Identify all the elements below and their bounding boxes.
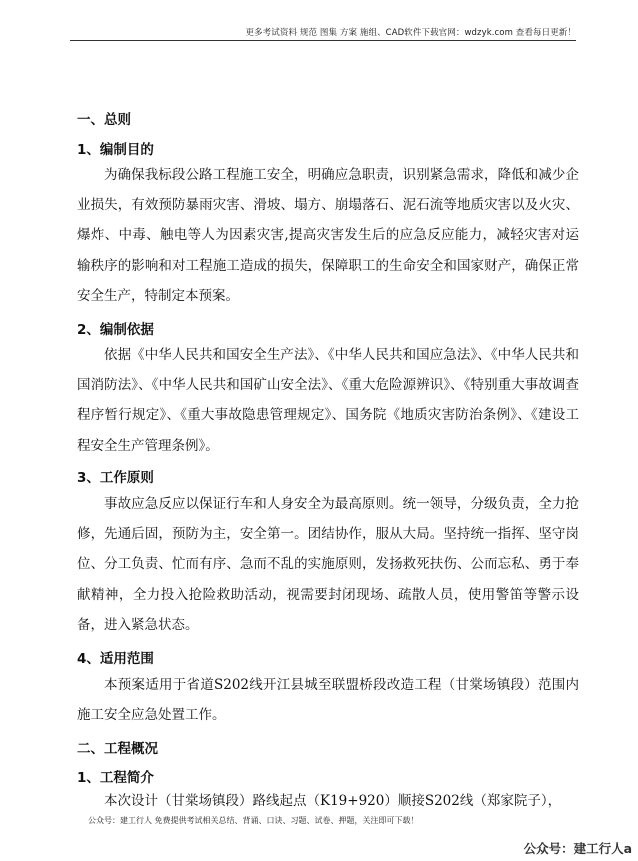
header-divider [70, 40, 576, 41]
subsection-2-1-heading: 1、工程简介 [77, 770, 154, 786]
subsection-1-3-heading: 3、工作原则 [77, 470, 154, 486]
subsection-1-4-heading: 4、适用范围 [77, 651, 154, 667]
subsection-1-2-body: 依据《中华人民共和国安全生产法》、《中华人民共和国应急法》、《中华人民共和国消防法》、《中华人民共和国矿山安全法》、《重大危险源辨识》、《特别重大事故调查程序暂行规定》、《重大事故隐患管理规定》、国务院《地质灾害防治条例》、《建设工程安全生产管理条例》。 [77, 347, 579, 454]
subsection-1-1-body: 为确保我标段公路工程施工安全，明确应急职责，识别紧急需求，降低和减少企业损失，有效预防暴雨灾害、滑坡、塌方、崩塌落石、泥石流等地质灾害以及火灾、爆炸、中毒、触电等人为因素灾害,提高灾害发生后的应急反应能力，减轻灾害对运输秩序的影响和对工程施工造成的损失，保障职工的生命安全和国家财产，确保正常安全生产，特制定本预案。 [77, 167, 579, 304]
section-2-heading: 二、工程概况 [77, 741, 158, 757]
subsection-1-1-heading: 1、编制目的 [77, 142, 154, 158]
subsection-2-1-body: 本次设计（甘棠场镇段）路线起点（K19+920）顺接S202线（郑家院子）， [104, 793, 562, 809]
section-1-heading: 一、总则 [77, 112, 131, 128]
watermark-text: 公众号：建工行人a [523, 841, 632, 856]
page-header-text: 更多考试资料 规范 图集 方案 施组、CAD软件下载官网：wdzyk.com 查看每日更新！ [245, 28, 576, 38]
page-footer-note: 公众号：建工行人 免费提供考试相关总结、背诵、口诀、习题、试卷、押题，关注即可下载！ [88, 816, 419, 825]
subsection-1-2-heading: 2、编制依据 [77, 322, 154, 338]
subsection-1-4-body: 本预案适用于省道S202线开江县城至联盟桥段改造工程（甘棠场镇段）范围内施工安全应急处置工作。 [77, 677, 579, 724]
subsection-1-3-body: 事故应急反应以保证行车和人身安全为最高原则。统一领导，分级负责，全力抢修，先通后固，预防为主，安全第一。团结协作，服从大局。坚持统一指挥、坚守岗位、分工负责、忙而有序、急而不乱的实施原则，发扬救死扶伤、公而忘私、勇于奉献精神，全力投入抢险救助活动，视需要封闭现场、疏散人员，使用警笛等警示设备，进入紧急状态。 [77, 496, 579, 633]
